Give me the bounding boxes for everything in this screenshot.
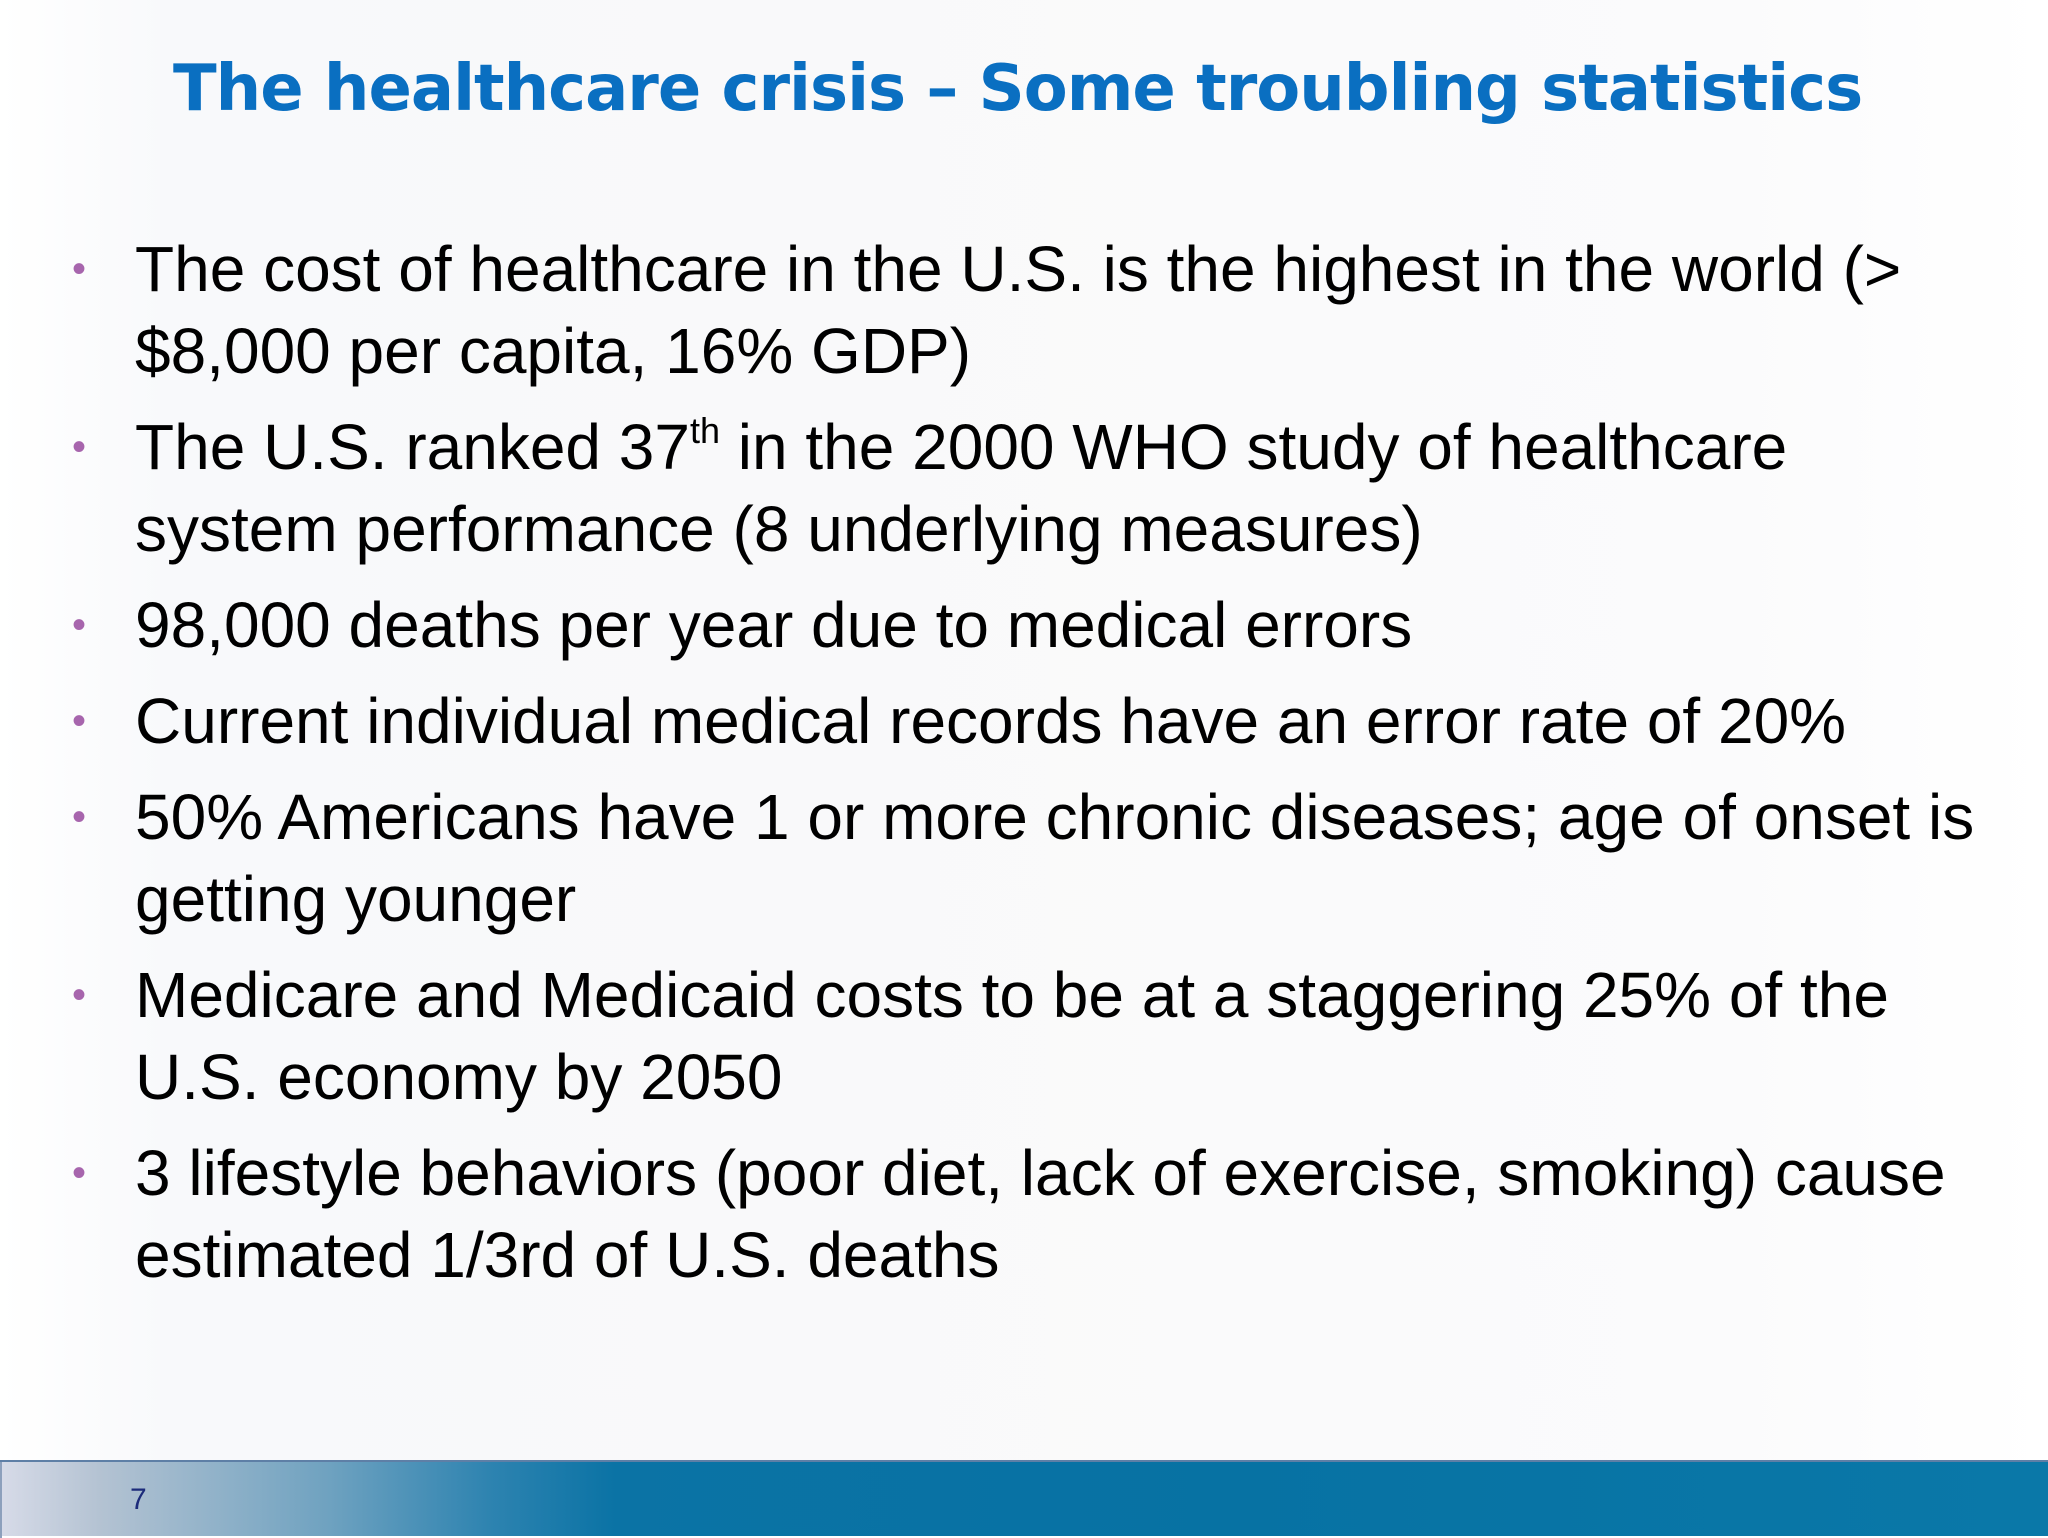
bullet-icon: • <box>72 425 87 469</box>
bullet-text-part: in the 2000 WHO study of healthcare system performance (8 underlying measures) <box>135 411 1788 565</box>
bullet-text-part: The U.S. ranked 37 <box>135 411 690 483</box>
bullet-icon: • <box>72 247 87 291</box>
bullet-item <box>72 1132 2002 1296</box>
bullet-icon: • <box>72 795 87 839</box>
bullet-item <box>72 680 2002 762</box>
page-number: 7 <box>130 1483 147 1516</box>
bullet-item <box>72 776 2002 940</box>
bullet-icon: • <box>72 973 87 1017</box>
bullet-text: 3 lifestyle behaviors (poor diet, lack of exercise, smoking) cause estimated 1/3rd of U.S. deaths <box>135 1137 1946 1291</box>
bullet-text: 50% Americans have 1 or more chronic diseases; age of onset is getting younger <box>135 781 1975 935</box>
bullet-text: Current individual medical records have an error rate of 20% <box>135 685 1847 757</box>
bullet-icon: • <box>72 699 87 743</box>
bullet-list <box>72 228 2002 1310</box>
bullet-item <box>72 954 2002 1118</box>
bullet-icon: • <box>72 603 87 647</box>
footer-edge <box>0 1462 2 1538</box>
bullet-item <box>72 228 2002 392</box>
bullet-icon: • <box>72 1151 87 1195</box>
bullet-text: The cost of healthcare in the U.S. is the highest in the world (> $8,000 per capita, 16% GDP) <box>135 233 1902 387</box>
bullet-item <box>72 584 2002 666</box>
bullet-text: 98,000 deaths per year due to medical errors <box>135 589 1413 661</box>
bullet-text <box>135 411 1787 565</box>
footer-bar <box>0 1460 2048 1536</box>
slide-title: The healthcare crisis – Some troubling statistics <box>173 52 1863 126</box>
bullet-item <box>72 406 2002 570</box>
ordinal-superscript: th <box>689 410 720 451</box>
bullet-text: Medicare and Medicaid costs to be at a staggering 25% of the U.S. economy by 2050 <box>135 959 1889 1113</box>
